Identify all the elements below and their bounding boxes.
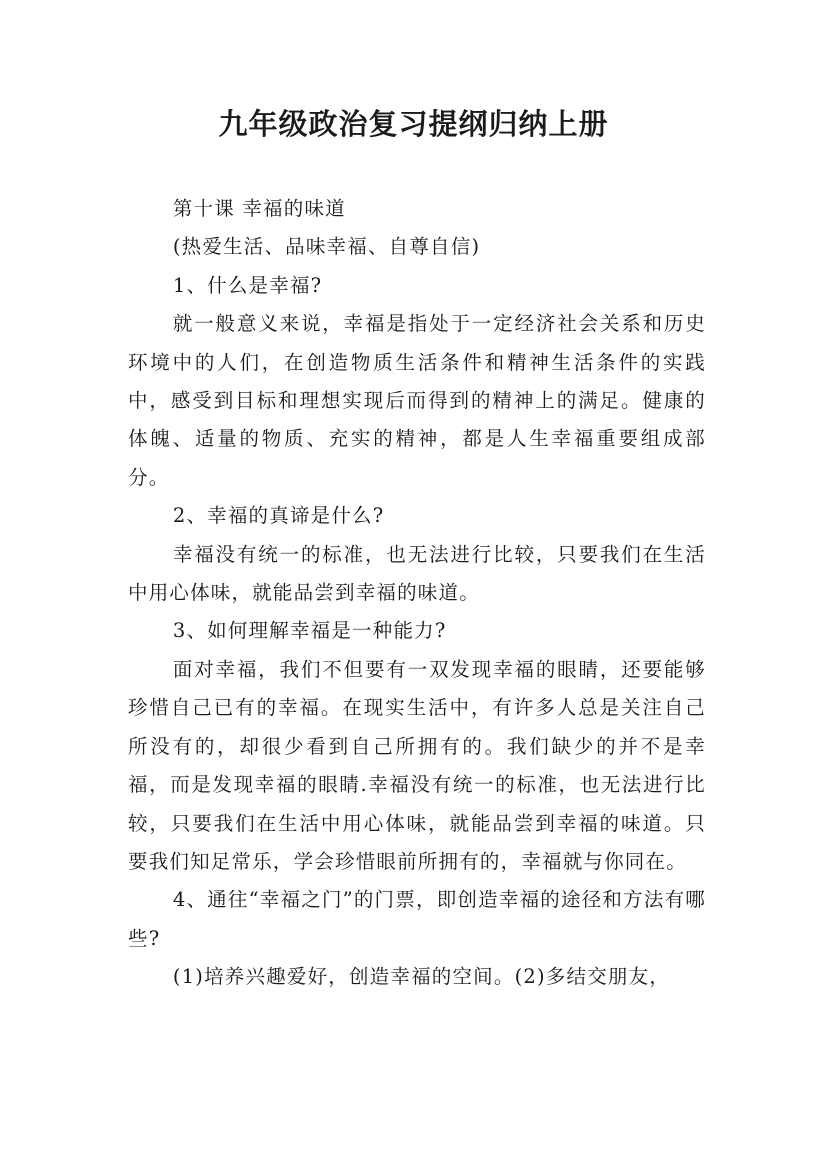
- answer-4: (1)培养兴趣爱好，创造幸福的空间。(2)多结交朋友，: [172, 965, 670, 989]
- lesson-heading: 第十课 幸福的味道: [172, 197, 346, 220]
- lesson-subtitle: (热爱生活、品味幸福、自尊自信): [172, 235, 481, 259]
- question-2: 2、幸福的真谛是什么?: [172, 504, 385, 528]
- question-4: 4、通往“幸福之门”的门票，即创造幸福的途径和方法有哪些?: [128, 888, 706, 950]
- answer-1: 就一般意义来说，幸福是指处于一定经济社会关系和历史环境中的人们，在创造物质生活条件和精神生活条件的实践中，感受到目标和理想实现后而得到的精神上的满足。健康的体魄、适量的物质、充实的精神，都是人生幸福重要组成部分。: [128, 312, 706, 489]
- answer-2: 幸福没有统一的标准，也无法进行比较，只要我们在生活中用心体味，就能品尝到幸福的味道。: [128, 542, 706, 605]
- question-1: 1、什么是幸福?: [172, 273, 323, 297]
- answer-3: 面对幸福，我们不但要有一双发现幸福的眼睛，还要能够珍惜自己已有的幸福。在现实生活中，有许多人总是关注自己所没有的，却很少看到自己所拥有的。我们缺少的并不是幸福，而是发现幸福的眼睛.幸福没有统一的标准，也无法进行比较，只要我们在生活中用心体味，就能品尝到幸福的味道。只要我们知足常乐，学会珍惜眼前所拥有的，幸福就与你同在。: [128, 657, 706, 873]
- document-body: [128, 190, 706, 997]
- question-3: 3、如何理解幸福是一种能力?: [172, 619, 447, 643]
- document-title: 九年级政治复习提纲归纳上册: [218, 107, 609, 141]
